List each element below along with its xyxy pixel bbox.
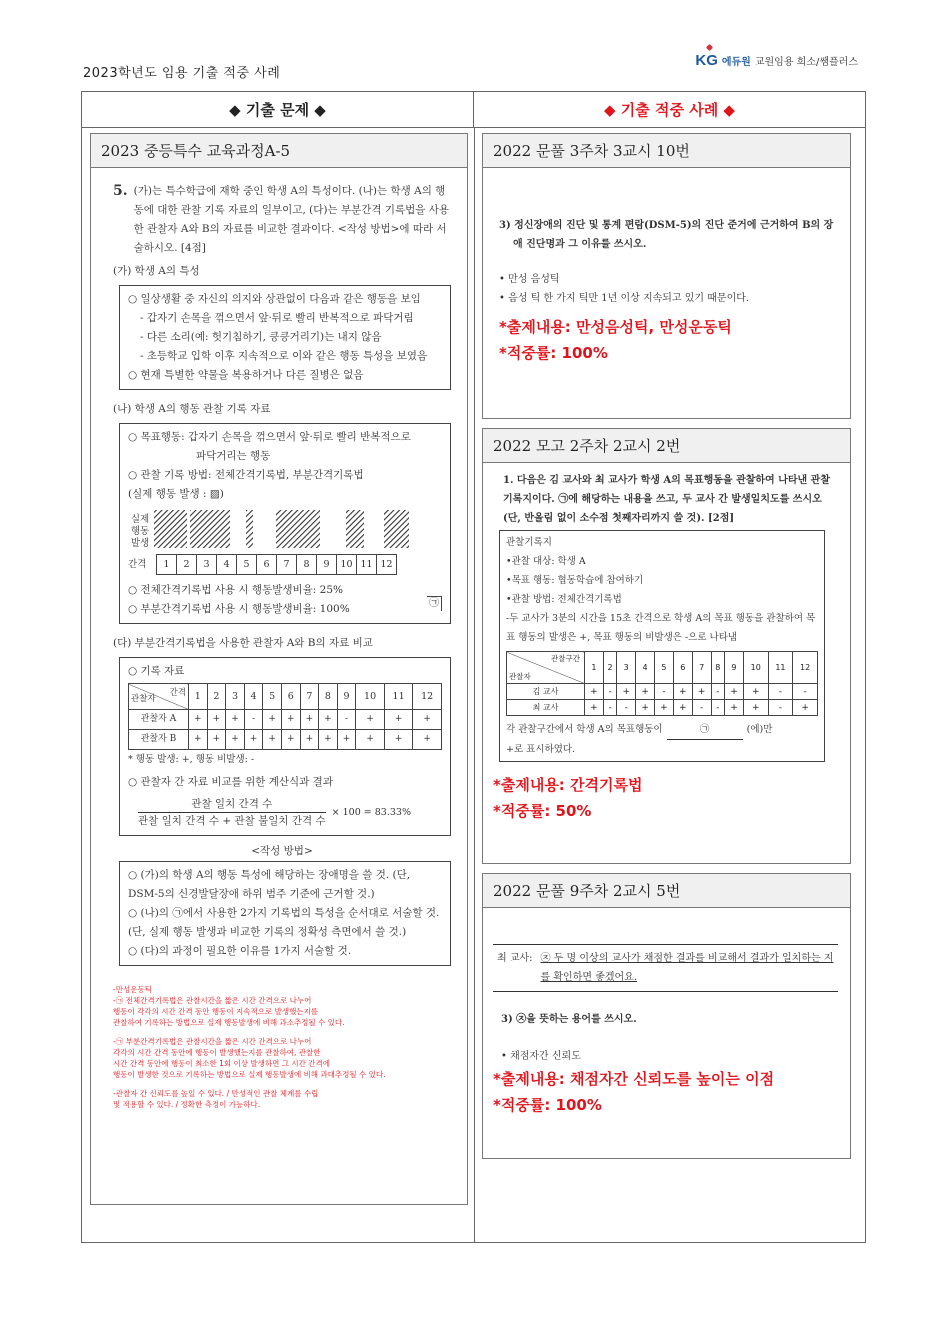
observer-b-cell: + <box>319 730 338 750</box>
observer-a-cell: + <box>226 710 245 730</box>
ga-item: - 초등학교 입학 이후 지속적으로 이와 같은 행동 특성을 보였음 <box>140 350 428 362</box>
interval-header-cell: 8 <box>319 684 338 710</box>
hit-case-1-rate: *적중률: 100% <box>499 344 608 362</box>
interval-cell: 1 <box>157 555 177 575</box>
obs-interval-header: 9 <box>725 652 744 684</box>
interval-cell: 4 <box>217 555 237 575</box>
observer-a-cell: - <box>337 710 356 730</box>
observer-b-cell: + <box>207 730 226 750</box>
obs-corner-top: 관찰구간 <box>551 654 580 663</box>
observer-table <box>506 651 818 716</box>
da-corner-top: 간격 <box>169 688 186 698</box>
sheet-footer-3: +로 표시하였다. <box>506 744 576 755</box>
da-corner <box>129 684 189 710</box>
behavior-bar <box>190 510 230 548</box>
obs-kim-cell: + <box>617 684 636 700</box>
na-target-cont: 파닥거리는 행동 <box>196 450 271 462</box>
obs-interval-header: 6 <box>673 652 692 684</box>
interval-cell: 11 <box>357 555 377 575</box>
answer-line <box>113 1080 451 1088</box>
interval-header-cell: 2 <box>207 684 226 710</box>
sheet-title: 관찰기록지 <box>506 537 552 548</box>
sheet-footer-2: (에)만 <box>746 724 773 735</box>
behavior-bar <box>154 510 187 548</box>
obs-kim-cell: + <box>725 684 744 700</box>
interval-header-cell: 12 <box>413 684 442 710</box>
interval-header-cell: 9 <box>337 684 356 710</box>
obs-row-choi-label: 최 교사 <box>507 700 585 716</box>
hit-case-2-question: 1. 다음은 김 교사와 최 교사가 학생 A의 목표행동을 관찰하여 나타낸 관찰기록지이다. ㉠에 해당하는 내용을 쓰고, 두 교사 간 발생일치도를 쓰시오(단, 반올림 없이 소수점 첫째자리까지 쓸 것). [2점] <box>503 475 830 524</box>
left-column-heading: ◆ 기출 문제 ◆ <box>82 92 474 128</box>
interval-header-cell: 5 <box>263 684 282 710</box>
hit-case-box-3 <box>482 873 851 1159</box>
behavior-bar <box>346 510 364 548</box>
obs-choi-cell: + <box>743 700 768 716</box>
obs-kim-cell: + <box>585 684 604 700</box>
obs-interval-header: 11 <box>768 652 793 684</box>
interval-cell: 5 <box>237 555 257 575</box>
obs-choi-cell: - <box>692 700 711 716</box>
da-calc: ○ 관찰자 간 자료 비교를 위한 계산식과 결과 <box>128 776 333 788</box>
observer-b-cell: + <box>337 730 356 750</box>
na-partial: ○ 부분간격기록법 사용 시 행동발생비율: 100% <box>128 603 350 615</box>
method-item: ○ (다)의 과정이 필요한 이유를 1가지 서술할 것. <box>128 945 352 957</box>
answer-line: 행동이 각각의 시간 간격 동안 행동이 지속적으로 발생했는지를 <box>113 1007 319 1016</box>
da-result: × 100 = 83.33% <box>331 807 411 818</box>
da-note: * 행동 발생: +, 행동 비발생: - <box>128 754 255 765</box>
sheet-line: •관찰 방법: 전체간격기록법 <box>506 594 622 605</box>
obs-kim-cell: - <box>603 684 616 700</box>
obs-kim-cell: + <box>636 684 655 700</box>
observer-a-cell: + <box>281 710 300 730</box>
da-record: ○ 기록 자료 <box>128 665 185 677</box>
obs-corner-bottom: 관찰자 <box>509 672 531 681</box>
observer-a-cell: + <box>413 710 442 730</box>
obs-choi-cell: - <box>617 700 636 716</box>
quote-box <box>493 944 838 992</box>
hit-case-box-2 <box>482 428 851 864</box>
interval-cell: 9 <box>317 555 337 575</box>
answer-line: 관찰하여 기록하는 방법으로 실제 행동발생에 비해 과소추정될 수 있다. <box>113 1018 345 1027</box>
obs-choi-cell: + <box>636 700 655 716</box>
hit-case-2-content: *출제내용: 간격기록법 <box>493 776 643 794</box>
obs-kim-cell: - <box>793 684 818 700</box>
na-interval-label: 간격 <box>128 559 147 570</box>
observer-a-cell: + <box>300 710 319 730</box>
observer-a-cell: + <box>319 710 338 730</box>
answer-line: 시간 간격 동안에 행동이 최소한 1회 이상 발생하면 그 시간 간격에 <box>113 1059 330 1068</box>
sheet-footer-mark: ㉠ <box>667 720 743 740</box>
observer-b-cell: + <box>281 730 300 750</box>
answer-line <box>113 1028 451 1036</box>
obs-choi-cell: - <box>711 700 724 716</box>
observer-b-cell: + <box>263 730 282 750</box>
behavior-bar <box>384 510 409 548</box>
section-na-title: (나) 학생 A의 행동 관찰 기록 자료 <box>113 403 271 415</box>
question-intro: (가)는 특수학급에 재학 중인 학생 A의 특성이다. (나)는 학생 A의 행동에 대한 관찰 기록 자료의 일부이고, (다)는 부분간격 기록법을 사용한 관찰자 A와 B의 자료를 비교한 결과이다. <작성 방법>에 따라 서술하시오. [4점] <box>133 185 450 254</box>
obs-kim-cell: + <box>673 684 692 700</box>
interval-header-cell: 11 <box>384 684 413 710</box>
da-row-b-label: 관찰자 B <box>129 730 189 750</box>
na-mark: ㉠ <box>427 596 442 611</box>
model-answers <box>113 984 451 1110</box>
hit-case-2-rate: *적중률: 50% <box>493 802 592 820</box>
hit-case-1-title: 2022 문풀 3주차 3교시 10번 <box>483 134 850 168</box>
obs-kim-cell: - <box>768 684 793 700</box>
interval-cell: 10 <box>337 555 357 575</box>
obs-interval-header: 8 <box>711 652 724 684</box>
obs-corner <box>507 652 585 684</box>
column-divider <box>474 128 475 1242</box>
obs-interval-header: 4 <box>636 652 655 684</box>
answer-line: 행동이 발생한 것으로 기록하는 방법으로 실제 행동발생에 비해 과대추정될 수 있다. <box>113 1070 386 1079</box>
hit-case-2-title: 2022 모고 2주차 2교시 2번 <box>483 429 850 463</box>
interval-cell: 3 <box>197 555 217 575</box>
section-na-box <box>119 423 451 624</box>
observation-sheet <box>499 530 825 762</box>
section-da-box <box>119 657 451 836</box>
sheet-line: •관찰 대상: 학생 A <box>506 556 586 567</box>
obs-interval-header: 7 <box>692 652 711 684</box>
exam-question-box <box>90 133 468 1205</box>
hit-case-3-rate: *적중률: 100% <box>493 1096 602 1114</box>
obs-choi-cell: + <box>585 700 604 716</box>
obs-interval-header: 2 <box>603 652 616 684</box>
na-target: ○ 목표행동: 갑자기 손목을 꺾으면서 앞·뒤로 빨리 반복적으로 <box>128 431 411 443</box>
interval-header-cell: 1 <box>189 684 208 710</box>
obs-kim-cell: + <box>692 684 711 700</box>
interval-cell: 8 <box>297 555 317 575</box>
ga-item: ○ 현재 특별한 약물을 복용하거나 다른 질병은 없음 <box>128 369 364 381</box>
interval-cell: 7 <box>277 555 297 575</box>
ga-item: ○ 일상생활 중 자신의 의지와 상관없이 다음과 같은 행동을 보임 <box>128 293 421 305</box>
logo-brand: 에듀원 <box>721 57 751 68</box>
observer-a-cell: + <box>263 710 282 730</box>
interval-header-cell: 6 <box>281 684 300 710</box>
logo-kg: KG <box>695 52 718 69</box>
behavior-bar <box>246 510 253 548</box>
observer-b-cell: + <box>413 730 442 750</box>
obs-kim-cell: - <box>655 684 674 700</box>
na-method: ○ 관찰 기록 방법: 전체간격기록법, 부분간격기록법 <box>128 469 364 481</box>
exam-question-title: 2023 중등특수 교육과정A-5 <box>91 134 467 168</box>
na-legend: (실제 행동 발생 : ▨) <box>128 488 224 500</box>
observer-a-cell: - <box>244 710 263 730</box>
observer-a-cell: + <box>356 710 385 730</box>
obs-kim-cell: - <box>711 684 724 700</box>
sheet-line: -두 교사가 3분의 시간을 15초 간격으로 학생 A의 목표 행동을 관찰하여 목표 행동의 발생은 +, 목표 행동의 비발생은 -으로 나타냄 <box>506 613 816 643</box>
da-corner-bottom: 관찰자 <box>131 694 156 704</box>
da-row-a-label: 관찰자 A <box>129 710 189 730</box>
brand-logo <box>695 52 858 69</box>
da-fraction-denominator: 관찰 일치 간격 수 + 관찰 불일치 간격 수 <box>138 815 326 827</box>
observer-a-cell: + <box>384 710 413 730</box>
sheet-line: •목표 행동: 협동학습에 참여하기 <box>506 575 644 586</box>
behavior-bar <box>276 510 320 548</box>
observer-b-cell: + <box>384 730 413 750</box>
quote-text: ㉨ 두 명 이상의 교사가 채점한 결과를 비교해서 결과가 일치하는 지를 확인하면 좋겠어요. <box>540 953 834 983</box>
method-item: ○ (가)의 학생 A의 행동 특성에 해당하는 장애명을 쓸 것. (단, DSM-5의 신경발달장애 하위 범주 기준에 근거할 것.) <box>128 869 411 900</box>
observer-b-cell: + <box>300 730 319 750</box>
method-item: ○ (나)의 ㉠에서 사용한 2가지 기록법의 특성을 순서대로 서술할 것. (단, 실제 행동 발생과 비교한 기록의 정확성 측면에서 쓸 것.) <box>128 907 440 938</box>
actual-behavior-bars <box>154 506 424 550</box>
observer-b-cell: + <box>244 730 263 750</box>
interval-header-cell: 7 <box>300 684 319 710</box>
hit-case-1-answer: • 만성 음성틱 <box>499 274 560 285</box>
method-title: <작성 방법> <box>251 845 313 857</box>
answer-line: -관찰자 간 신뢰도를 높일 수 있다. / 만성적인 관찰 체계를 수립 <box>113 1089 319 1098</box>
obs-choi-cell: + <box>725 700 744 716</box>
section-ga-title: (가) 학생 A의 특성 <box>113 265 200 277</box>
hit-case-1-content: *출제내용: 만성음성틱, 만성운동틱 <box>499 318 732 336</box>
obs-choi-cell: - <box>768 700 793 716</box>
sheet-footer-1: 각 관찰구간에서 학생 A의 목표행동이 <box>506 724 663 735</box>
hit-case-3-title: 2022 문풀 9주차 2교시 5번 <box>483 874 850 908</box>
obs-interval-header: 1 <box>585 652 604 684</box>
obs-choi-cell: + <box>673 700 692 716</box>
ga-item: - 다른 소리(예: 헛기침하기, 킁킁거리기)는 내지 않음 <box>140 331 382 343</box>
obs-choi-cell: + <box>655 700 674 716</box>
interval-cell: 6 <box>257 555 277 575</box>
na-axis-label: 실제 행동 발생 <box>130 514 150 549</box>
observer-b-cell: + <box>226 730 245 750</box>
comparison-frame <box>81 91 866 1243</box>
obs-row-kim-label: 김 교사 <box>507 684 585 700</box>
hit-case-box-1 <box>482 133 851 419</box>
interval-cell: 2 <box>177 555 197 575</box>
section-ga-box <box>119 285 451 390</box>
answer-line: 각각의 시간 간격 동안에 행동이 발생했는지를 관찰하여, 관찰한 <box>113 1048 321 1057</box>
obs-interval-header: 12 <box>793 652 818 684</box>
observer-a-cell: + <box>189 710 208 730</box>
logo-text: 교원임용 희소/쌤플러스 <box>754 57 858 68</box>
na-interval-table <box>156 554 397 575</box>
observer-b-cell: + <box>356 730 385 750</box>
section-da-title: (다) 부분간격기록법을 사용한 관찰자 A와 B의 자료 비교 <box>113 637 373 649</box>
obs-choi-cell: + <box>793 700 818 716</box>
ga-item: - 갑자기 손목을 꺾으면서 앞·뒤로 빨리 반복적으로 파닥거림 <box>140 312 414 324</box>
hit-case-3-question: 3) ㉨을 뜻하는 용어를 쓰시오. <box>501 1014 637 1025</box>
observer-b-cell: + <box>189 730 208 750</box>
hit-case-1-question: 3) 정신장애의 진단 및 통계 편람(DSM-5)의 진단 준거에 근거하여 B의 장애 진단명과 그 이유를 쓰시오. <box>499 220 834 250</box>
hit-case-3-content: *출제내용: 채점자간 신뢰도를 높이는 이점 <box>493 1070 775 1088</box>
observer-a-cell: + <box>207 710 226 730</box>
obs-interval-header: 3 <box>617 652 636 684</box>
interval-cell: 12 <box>377 555 397 575</box>
interval-header-cell: 10 <box>356 684 385 710</box>
method-box <box>119 861 451 966</box>
obs-interval-header: 5 <box>655 652 674 684</box>
obs-interval-header: 10 <box>743 652 768 684</box>
obs-choi-cell: - <box>603 700 616 716</box>
right-column-heading: ◆ 기출 적중 사례 ◆ <box>474 92 865 128</box>
hit-case-3-answer: • 채점자간 신뢰도 <box>501 1051 581 1062</box>
quote-speaker: 최 교사: <box>497 953 533 964</box>
da-fraction-numerator: 관찰 일치 간격 수 <box>138 796 326 813</box>
hit-case-1-reason: • 음성 틱 한 가지 틱만 1년 이상 지속되고 있기 때문이다. <box>499 293 750 304</box>
da-compare-table <box>128 683 442 750</box>
obs-kim-cell: + <box>743 684 768 700</box>
page-title: 2023학년도 임용 기출 적중 사례 <box>83 66 281 81</box>
question-number: 5. <box>113 183 128 199</box>
interval-header-cell: 3 <box>226 684 245 710</box>
answer-line: -만성운동틱 <box>113 985 152 994</box>
answer-line: -㉠ 부분간격기록법은 관찰시간을 짧은 시간 간격으로 나누어 <box>113 1037 312 1046</box>
interval-header-cell: 4 <box>244 684 263 710</box>
answer-line: -㉠ 전체간격기록법은 관찰시간을 짧은 시간 간격으로 나누어 <box>113 996 312 1005</box>
na-whole: ○ 전체간격기록법 사용 시 행동발생비율: 25% <box>128 584 344 596</box>
answer-line: 및 적용할 수 있다. / 정확한 측정이 가능하다. <box>113 1100 261 1109</box>
